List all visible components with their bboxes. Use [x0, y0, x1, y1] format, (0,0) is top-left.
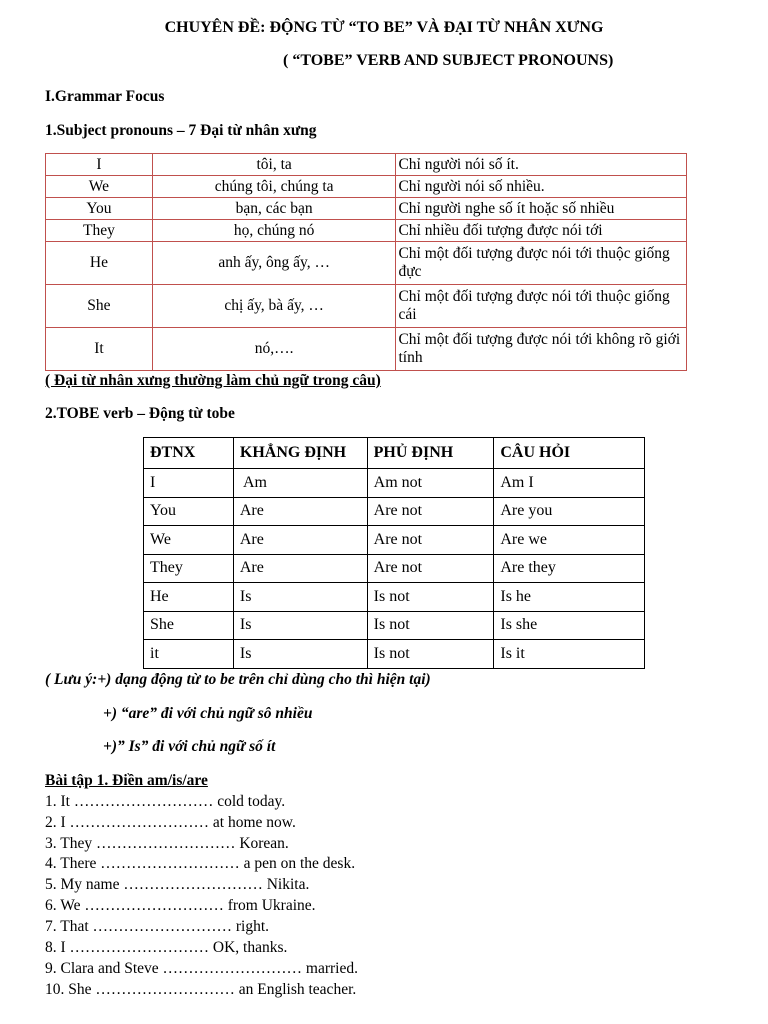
exercise-item: 9. Clara and Steve ……………………… married. — [45, 960, 358, 977]
header-cell: ĐTNX — [144, 438, 234, 469]
table-cell: Is — [233, 611, 367, 640]
table-cell: Is — [233, 640, 367, 669]
tobe-table — [143, 437, 645, 669]
note-cell: Chỉ một đối tượng được nói tới thuộc giống đực — [396, 242, 687, 285]
table-cell: Are they — [494, 554, 645, 583]
table-cell: She — [144, 611, 234, 640]
note-cell: Chỉ nhiều đối tượng được nói tới — [396, 220, 687, 242]
table-cell: He — [144, 583, 234, 612]
exercise-item: 4. There ……………………… a pen on the desk. — [45, 855, 356, 872]
exercise-item: 5. My name ……………………… Nikita. — [45, 876, 310, 893]
table-cell: They — [144, 554, 234, 583]
note-cell: Chỉ người nói số ít. — [396, 154, 687, 176]
table-row — [46, 220, 687, 242]
page-title: CHUYÊN ĐỀ: ĐỘNG TỪ “TO BE” VÀ ĐẠI TỪ NHÂN XƯNG — [164, 19, 604, 36]
page-subtitle: ( “TOBE” VERB AND SUBJECT PRONOUNS) — [283, 52, 614, 69]
table-cell: Am — [233, 469, 367, 498]
note-cell: Chỉ một đối tượng được nói tới thuộc giống cái — [396, 285, 687, 328]
table-cell: Is she — [494, 611, 645, 640]
exercise-title: Bài tập 1. Điền am/is/are — [45, 772, 208, 789]
exercise-item: 7. That ……………………… right. — [45, 918, 270, 935]
pronoun-table — [45, 153, 687, 371]
table-cell: I — [144, 469, 234, 498]
table-cell: We — [144, 526, 234, 555]
exercise-item: 2. I ……………………… at home now. — [45, 814, 296, 831]
pronoun-cell: She — [46, 285, 153, 328]
usage-note: ( Lưu ý:+) dạng động từ to be trên chỉ dùng cho thì hiện tại) — [45, 671, 431, 688]
exercise-item: 3. They ……………………… Korean. — [45, 835, 289, 852]
section-heading: I.Grammar Focus — [45, 88, 165, 105]
table-cell: Are not — [367, 526, 494, 555]
table-cell: Are — [233, 554, 367, 583]
table-cell: Is not — [367, 583, 494, 612]
exercise-item: 10. She ……………………… an English teacher. — [45, 981, 357, 998]
exercise-item: 6. We ……………………… from Ukraine. — [45, 897, 316, 914]
pronoun-cell: We — [46, 176, 153, 198]
table-cell: Are not — [367, 554, 494, 583]
usage-note-are: +) “are” đi với chủ ngữ sô nhiều — [103, 705, 313, 722]
meaning-cell: chị ấy, bà ấy, … — [152, 285, 396, 328]
header-cell: PHỦ ĐỊNH — [367, 438, 494, 469]
table-row — [144, 583, 645, 612]
table-cell: Is not — [367, 611, 494, 640]
table-row — [46, 242, 687, 285]
exercise-item: 8. I ……………………… OK, thanks. — [45, 939, 288, 956]
table-row — [144, 497, 645, 526]
table-cell: Are — [233, 497, 367, 526]
pronoun-cell: It — [46, 328, 153, 371]
table-row — [144, 469, 645, 498]
table-row — [46, 328, 687, 371]
note-cell: Chỉ người nói số nhiều. — [396, 176, 687, 198]
meaning-cell: họ, chúng nó — [152, 220, 396, 242]
table-row — [144, 611, 645, 640]
meaning-cell: tôi, ta — [152, 154, 396, 176]
table-cell: Is he — [494, 583, 645, 612]
table-cell: Are — [233, 526, 367, 555]
table-cell: it — [144, 640, 234, 669]
table-cell: Am I — [494, 469, 645, 498]
pronoun-cell: You — [46, 198, 153, 220]
table-row — [46, 154, 687, 176]
table-cell: Are you — [494, 497, 645, 526]
pronoun-note: ( Đại từ nhân xưng thường làm chủ ngữ trong câu) — [45, 372, 381, 389]
table-cell: Is it — [494, 640, 645, 669]
table-row — [144, 554, 645, 583]
pronoun-cell: I — [46, 154, 153, 176]
table-row — [46, 176, 687, 198]
subsection-heading-tobe: 2.TOBE verb – Động từ tobe — [45, 405, 235, 422]
meaning-cell: nó,…. — [152, 328, 396, 371]
table-cell: Is not — [367, 640, 494, 669]
table-cell: Are not — [367, 497, 494, 526]
table-row — [144, 526, 645, 555]
table-cell: You — [144, 497, 234, 526]
pronoun-cell: They — [46, 220, 153, 242]
note-cell: Chỉ một đối tượng được nói tới không rõ giới tính — [396, 328, 687, 371]
header-cell: KHẲNG ĐỊNH — [233, 438, 367, 469]
meaning-cell: bạn, các bạn — [152, 198, 396, 220]
pronoun-cell: He — [46, 242, 153, 285]
meaning-cell: anh ấy, ông ấy, … — [152, 242, 396, 285]
note-cell: Chỉ người nghe số ít hoặc số nhiều — [396, 198, 687, 220]
meaning-cell: chúng tôi, chúng ta — [152, 176, 396, 198]
usage-note-is: +)” Is” đi với chủ ngữ số ít — [103, 738, 276, 755]
table-cell: Is — [233, 583, 367, 612]
exercise-item: 1. It ……………………… cold today. — [45, 793, 286, 810]
table-header-row — [144, 438, 645, 469]
table-row — [144, 640, 645, 669]
subsection-heading-pronouns: 1.Subject pronouns – 7 Đại từ nhân xưng — [45, 122, 317, 139]
table-row — [46, 198, 687, 220]
table-cell: Am not — [367, 469, 494, 498]
table-cell: Are we — [494, 526, 645, 555]
header-cell: CÂU HỎI — [494, 438, 645, 469]
table-row — [46, 285, 687, 328]
